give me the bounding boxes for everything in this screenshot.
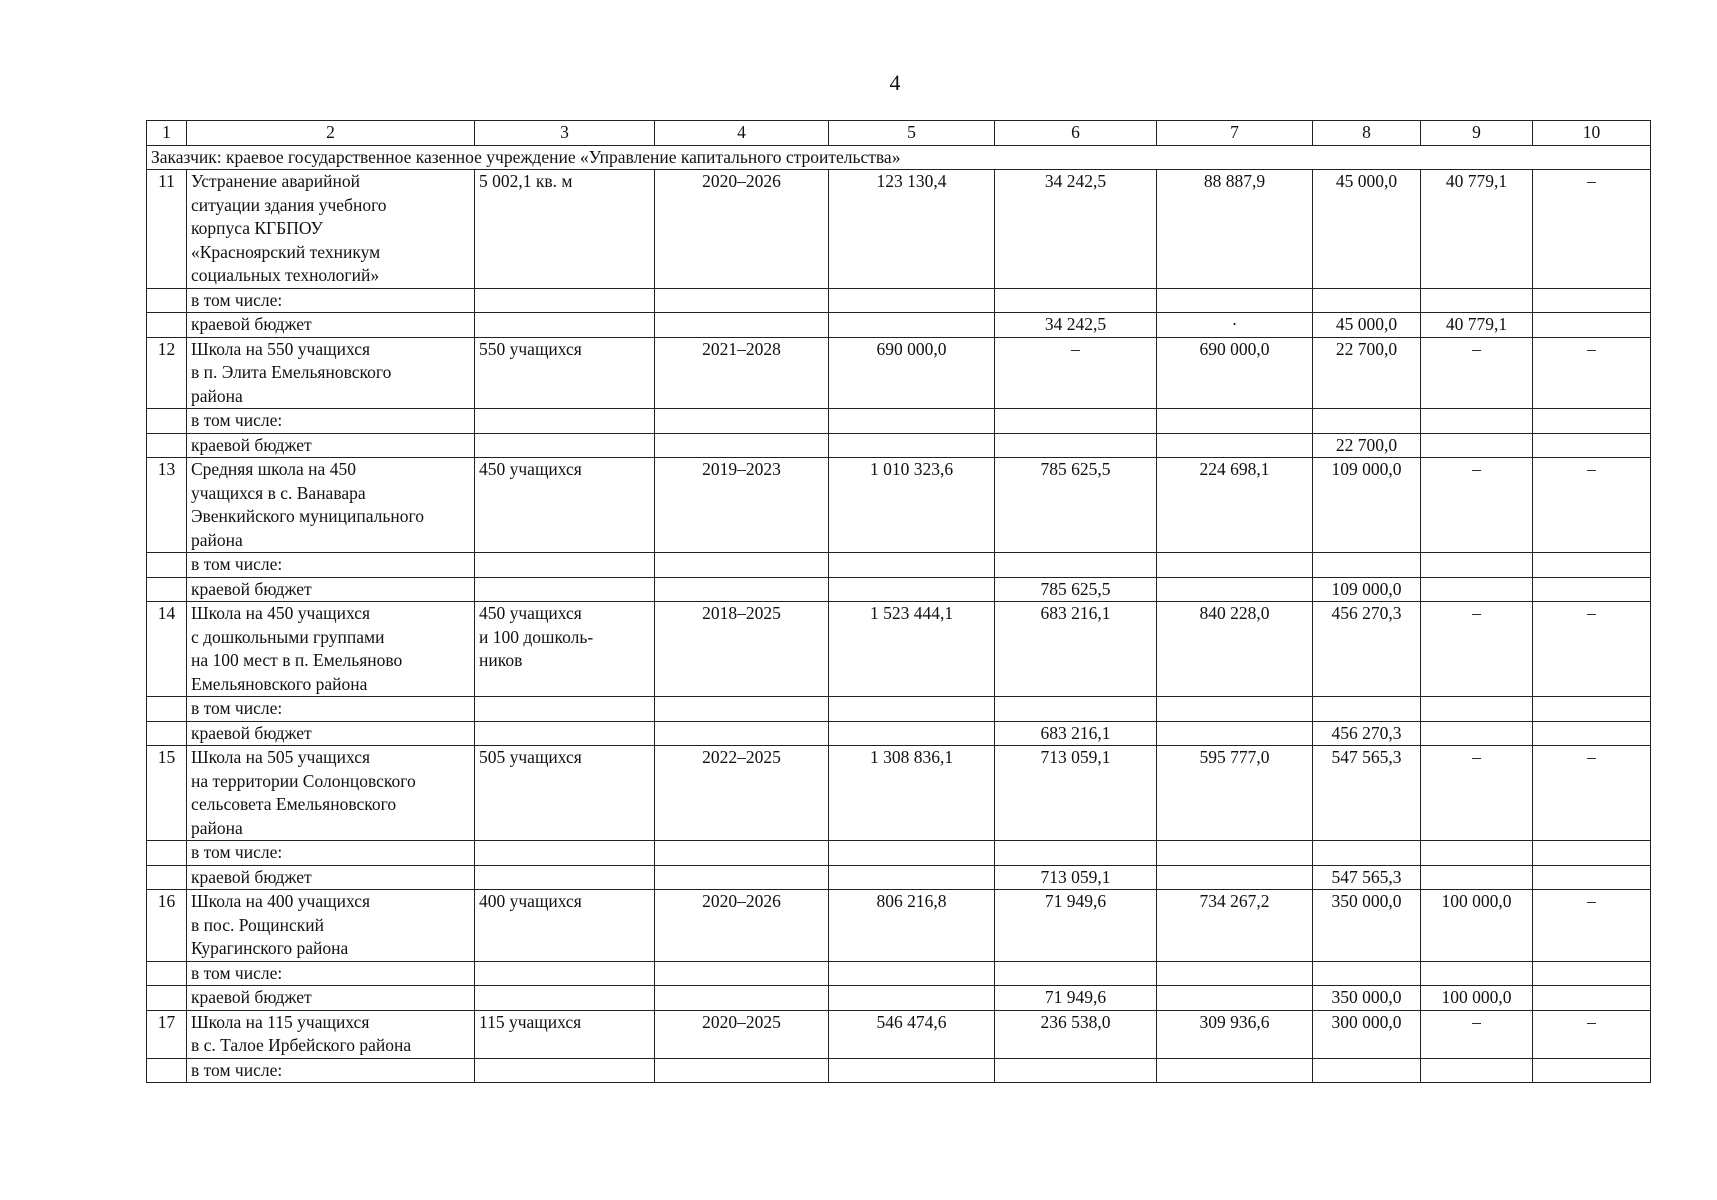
- customer-row: [147, 145, 1651, 170]
- text-line: района: [191, 385, 243, 406]
- text-line: района: [191, 817, 243, 838]
- including-label: в том числе:: [187, 841, 475, 866]
- budget-col-7: ·: [1157, 313, 1313, 338]
- value-col-9: –: [1421, 602, 1533, 697]
- value-col-7: 734 267,2: [1157, 890, 1313, 962]
- estimated-cost: 546 474,6: [829, 1010, 995, 1058]
- empty-cell: [147, 865, 187, 890]
- budget-col-8: 547 565,3: [1313, 865, 1421, 890]
- value-col-8: 456 270,3: [1313, 602, 1421, 697]
- text-line: ситуации здания учебного: [191, 194, 387, 215]
- empty-cell: [475, 865, 655, 890]
- text-line: на 100 мест в п. Емельяново: [191, 650, 403, 670]
- empty-cell: [147, 961, 187, 986]
- regional-budget-label: краевой бюджет: [187, 313, 475, 338]
- empty-cell: [829, 313, 995, 338]
- regional-budget-label: краевой бюджет: [187, 986, 475, 1011]
- budget-col-6: 785 625,5: [995, 577, 1157, 602]
- value-col-6: 713 059,1: [995, 746, 1157, 841]
- budget-col-6: [995, 433, 1157, 458]
- empty-cell: [147, 313, 187, 338]
- empty-cell: [147, 721, 187, 746]
- empty-cell: [147, 986, 187, 1011]
- empty-cell: [1157, 553, 1313, 578]
- empty-cell: [1421, 288, 1533, 313]
- text-line: в п. Элита Емельяновского: [191, 362, 392, 382]
- header-cell: 10: [1533, 121, 1651, 146]
- empty-cell: [147, 697, 187, 722]
- object-row: [147, 458, 1651, 553]
- row-number: 13: [147, 458, 187, 553]
- value-col-6: 71 949,6: [995, 890, 1157, 962]
- empty-cell: [1533, 697, 1651, 722]
- budget-col-6: 683 216,1: [995, 721, 1157, 746]
- including-row: [147, 697, 1651, 722]
- text-line: в пос. Рощинский: [191, 914, 324, 935]
- empty-cell: [1421, 1058, 1533, 1083]
- empty-cell: [829, 986, 995, 1011]
- empty-cell: [829, 721, 995, 746]
- empty-cell: [475, 288, 655, 313]
- object-name: [187, 170, 475, 289]
- empty-cell: [475, 553, 655, 578]
- construction-period: 2021–2028: [655, 337, 829, 409]
- empty-cell: [1313, 841, 1421, 866]
- object-name: [187, 746, 475, 841]
- empty-cell: [995, 288, 1157, 313]
- empty-cell: [1533, 409, 1651, 434]
- budget-col-9: [1421, 577, 1533, 602]
- empty-cell: [147, 577, 187, 602]
- text-line: на территории Солонцовского: [191, 770, 416, 791]
- value-col-8: 45 000,0: [1313, 170, 1421, 289]
- text-line: Школа на 115 учащихся: [191, 1011, 370, 1032]
- customer-line: Заказчик: краевое государственное казенное учреждение «Управление капитального строительства»: [147, 145, 1651, 170]
- value-col-10: –: [1533, 170, 1651, 289]
- empty-cell: [475, 697, 655, 722]
- header-cell: 4: [655, 121, 829, 146]
- text-line: Школа на 550 учащихся: [191, 338, 371, 359]
- text-line: с дошкольными группами: [191, 626, 385, 647]
- construction-period: 2022–2025: [655, 746, 829, 841]
- construction-period: 2020–2026: [655, 170, 829, 289]
- object-row: [147, 890, 1651, 962]
- budget-col-9: [1421, 865, 1533, 890]
- empty-cell: [655, 553, 829, 578]
- empty-cell: [829, 841, 995, 866]
- including-row: [147, 288, 1651, 313]
- including-row: [147, 1058, 1651, 1083]
- budget-col-9: [1421, 433, 1533, 458]
- budget-col-8: 456 270,3: [1313, 721, 1421, 746]
- empty-cell: [655, 577, 829, 602]
- object-row: [147, 602, 1651, 697]
- construction-period: 2019–2023: [655, 458, 829, 553]
- text-line: Емельяновского района: [191, 673, 368, 694]
- empty-cell: [1533, 841, 1651, 866]
- empty-cell: [655, 409, 829, 434]
- value-col-10: –: [1533, 337, 1651, 409]
- text-line: 450 учащихся: [479, 459, 582, 479]
- including-row: [147, 553, 1651, 578]
- empty-cell: [1157, 961, 1313, 986]
- empty-cell: [1533, 865, 1651, 890]
- empty-cell: [995, 697, 1157, 722]
- including-row: [147, 961, 1651, 986]
- value-col-8: 300 000,0: [1313, 1010, 1421, 1058]
- value-col-10: –: [1533, 746, 1651, 841]
- empty-cell: [655, 865, 829, 890]
- including-row: [147, 409, 1651, 434]
- including-row: [147, 841, 1651, 866]
- empty-cell: [475, 986, 655, 1011]
- text-line: 400 учащихся: [479, 891, 582, 911]
- including-label: в том числе:: [187, 288, 475, 313]
- text-line: 5 002,1 кв. м: [479, 171, 573, 191]
- value-col-7: 224 698,1: [1157, 458, 1313, 553]
- empty-cell: [655, 986, 829, 1011]
- value-col-9: –: [1421, 746, 1533, 841]
- object-row: [147, 170, 1651, 289]
- value-col-7: 690 000,0: [1157, 337, 1313, 409]
- regional-budget-row: [147, 986, 1651, 1011]
- construction-period: 2020–2026: [655, 890, 829, 962]
- empty-cell: [829, 697, 995, 722]
- budget-col-6: 71 949,6: [995, 986, 1157, 1011]
- object-row: [147, 337, 1651, 409]
- budget-col-8: 45 000,0: [1313, 313, 1421, 338]
- empty-cell: [475, 577, 655, 602]
- text-line: Курагинского района: [191, 938, 349, 958]
- object-capacity: [475, 458, 655, 553]
- text-line: Школа на 505 учащихся: [191, 747, 371, 767]
- row-number: 14: [147, 602, 187, 697]
- row-number: 11: [147, 170, 187, 289]
- value-col-6: 785 625,5: [995, 458, 1157, 553]
- value-col-7: 595 777,0: [1157, 746, 1313, 841]
- object-capacity: [475, 1010, 655, 1058]
- value-col-9: –: [1421, 458, 1533, 553]
- value-col-7: 88 887,9: [1157, 170, 1313, 289]
- empty-cell: [1533, 433, 1651, 458]
- estimated-cost: 806 216,8: [829, 890, 995, 962]
- regional-budget-row: [147, 433, 1651, 458]
- value-col-9: –: [1421, 1010, 1533, 1058]
- object-row: [147, 1010, 1651, 1058]
- empty-cell: [655, 697, 829, 722]
- regional-budget-label: краевой бюджет: [187, 865, 475, 890]
- row-number: 12: [147, 337, 187, 409]
- empty-cell: [655, 961, 829, 986]
- object-capacity: [475, 602, 655, 697]
- construction-period: 2020–2025: [655, 1010, 829, 1058]
- header-cell: 1: [147, 121, 187, 146]
- budget-col-7: [1157, 577, 1313, 602]
- empty-cell: [995, 409, 1157, 434]
- object-name: [187, 602, 475, 697]
- text-line: в с. Талое Ирбейского района: [191, 1035, 412, 1055]
- empty-cell: [147, 841, 187, 866]
- text-line: 505 учащихся: [479, 747, 582, 767]
- text-line: ников: [479, 650, 523, 670]
- header-cell: 6: [995, 121, 1157, 146]
- budget-col-7: [1157, 433, 1313, 458]
- column-number-row: [147, 121, 1651, 146]
- object-name: [187, 458, 475, 553]
- value-col-6: 683 216,1: [995, 602, 1157, 697]
- budget-col-9: [1421, 721, 1533, 746]
- value-col-6: 236 538,0: [995, 1010, 1157, 1058]
- header-cell: 2: [187, 121, 475, 146]
- text-line: корпуса КГБПОУ: [191, 218, 323, 238]
- header-cell: 5: [829, 121, 995, 146]
- empty-cell: [1313, 697, 1421, 722]
- empty-cell: [1533, 721, 1651, 746]
- object-capacity: [475, 170, 655, 289]
- estimated-cost: 123 130,4: [829, 170, 995, 289]
- empty-cell: [1313, 288, 1421, 313]
- empty-cell: [147, 288, 187, 313]
- row-number: 16: [147, 890, 187, 962]
- value-col-9: 100 000,0: [1421, 890, 1533, 962]
- estimated-cost: 690 000,0: [829, 337, 995, 409]
- empty-cell: [1157, 697, 1313, 722]
- empty-cell: [147, 433, 187, 458]
- including-label: в том числе:: [187, 553, 475, 578]
- empty-cell: [1421, 961, 1533, 986]
- empty-cell: [475, 961, 655, 986]
- empty-cell: [1533, 1058, 1651, 1083]
- empty-cell: [1157, 409, 1313, 434]
- empty-cell: [1157, 1058, 1313, 1083]
- empty-cell: [475, 313, 655, 338]
- regional-budget-label: краевой бюджет: [187, 721, 475, 746]
- value-col-10: –: [1533, 458, 1651, 553]
- empty-cell: [995, 553, 1157, 578]
- text-line: учащихся в с. Ванавара: [191, 482, 366, 503]
- empty-cell: [655, 288, 829, 313]
- value-col-7: 840 228,0: [1157, 602, 1313, 697]
- value-col-8: 22 700,0: [1313, 337, 1421, 409]
- budget-col-8: 109 000,0: [1313, 577, 1421, 602]
- empty-cell: [475, 1058, 655, 1083]
- text-line: Школа на 450 учащихся: [191, 603, 371, 623]
- value-col-6: 34 242,5: [995, 170, 1157, 289]
- header-cell: 8: [1313, 121, 1421, 146]
- object-name: [187, 890, 475, 962]
- empty-cell: [1533, 961, 1651, 986]
- regional-budget-row: [147, 721, 1651, 746]
- empty-cell: [995, 1058, 1157, 1083]
- empty-cell: [1533, 553, 1651, 578]
- regional-budget-label: краевой бюджет: [187, 577, 475, 602]
- text-line: и 100 дошколь-: [479, 626, 594, 647]
- regional-budget-label: краевой бюджет: [187, 433, 475, 458]
- text-line: Школа на 400 учащихся: [191, 891, 371, 911]
- value-col-8: 109 000,0: [1313, 458, 1421, 553]
- empty-cell: [1313, 1058, 1421, 1083]
- empty-cell: [829, 577, 995, 602]
- text-line: социальных технологий»: [191, 265, 380, 285]
- empty-cell: [829, 553, 995, 578]
- empty-cell: [829, 433, 995, 458]
- empty-cell: [655, 1058, 829, 1083]
- empty-cell: [1313, 961, 1421, 986]
- value-col-8: 350 000,0: [1313, 890, 1421, 962]
- object-name: [187, 337, 475, 409]
- value-col-10: –: [1533, 890, 1651, 962]
- object-name: [187, 1010, 475, 1058]
- empty-cell: [829, 409, 995, 434]
- construction-period: 2018–2025: [655, 602, 829, 697]
- budget-col-8: 22 700,0: [1313, 433, 1421, 458]
- value-col-9: –: [1421, 337, 1533, 409]
- empty-cell: [147, 1058, 187, 1083]
- budget-col-6: 713 059,1: [995, 865, 1157, 890]
- row-number: 17: [147, 1010, 187, 1058]
- object-capacity: [475, 337, 655, 409]
- text-line: Устранение аварийной: [191, 171, 360, 191]
- regional-budget-row: [147, 313, 1651, 338]
- budget-col-9: 40 779,1: [1421, 313, 1533, 338]
- budget-col-8: 350 000,0: [1313, 986, 1421, 1011]
- value-col-6: –: [995, 337, 1157, 409]
- empty-cell: [1421, 409, 1533, 434]
- empty-cell: [829, 961, 995, 986]
- empty-cell: [829, 1058, 995, 1083]
- text-line: «Красноярский техникум: [191, 241, 381, 262]
- including-label: в том числе:: [187, 1058, 475, 1083]
- text-line: 450 учащихся: [479, 603, 582, 623]
- budget-col-9: 100 000,0: [1421, 986, 1533, 1011]
- empty-cell: [147, 409, 187, 434]
- construction-objects-table: [146, 120, 1651, 1083]
- budget-col-7: [1157, 721, 1313, 746]
- empty-cell: [995, 961, 1157, 986]
- empty-cell: [147, 553, 187, 578]
- budget-col-7: [1157, 865, 1313, 890]
- including-label: в том числе:: [187, 697, 475, 722]
- empty-cell: [655, 721, 829, 746]
- empty-cell: [829, 865, 995, 890]
- table-body: [147, 121, 1651, 1083]
- object-capacity: [475, 746, 655, 841]
- estimated-cost: 1 308 836,1: [829, 746, 995, 841]
- regional-budget-row: [147, 577, 1651, 602]
- empty-cell: [1533, 986, 1651, 1011]
- value-col-10: –: [1533, 602, 1651, 697]
- including-label: в том числе:: [187, 409, 475, 434]
- text-line: 550 учащихся: [479, 338, 582, 359]
- empty-cell: [475, 433, 655, 458]
- header-cell: 3: [475, 121, 655, 146]
- empty-cell: [995, 841, 1157, 866]
- object-capacity: [475, 890, 655, 962]
- regional-budget-row: [147, 865, 1651, 890]
- text-line: Средняя школа на 450: [191, 459, 356, 479]
- estimated-cost: 1 523 444,1: [829, 602, 995, 697]
- page-number: 4: [889, 70, 901, 95]
- empty-cell: [1313, 553, 1421, 578]
- empty-cell: [1533, 288, 1651, 313]
- empty-cell: [1533, 577, 1651, 602]
- budget-col-7: [1157, 986, 1313, 1011]
- value-col-10: –: [1533, 1010, 1651, 1058]
- empty-cell: [475, 721, 655, 746]
- estimated-cost: 1 010 323,6: [829, 458, 995, 553]
- empty-cell: [475, 841, 655, 866]
- empty-cell: [1313, 409, 1421, 434]
- header-cell: 7: [1157, 121, 1313, 146]
- empty-cell: [1157, 288, 1313, 313]
- empty-cell: [1533, 313, 1651, 338]
- text-line: района: [191, 529, 243, 550]
- empty-cell: [655, 313, 829, 338]
- including-label: в том числе:: [187, 961, 475, 986]
- header-cell: 9: [1421, 121, 1533, 146]
- empty-cell: [655, 841, 829, 866]
- object-row: [147, 746, 1651, 841]
- value-col-9: 40 779,1: [1421, 170, 1533, 289]
- empty-cell: [1421, 697, 1533, 722]
- empty-cell: [829, 288, 995, 313]
- text-line: 115 учащихся: [479, 1011, 582, 1032]
- empty-cell: [1157, 841, 1313, 866]
- budget-col-6: 34 242,5: [995, 313, 1157, 338]
- empty-cell: [475, 409, 655, 434]
- empty-cell: [1421, 553, 1533, 578]
- value-col-8: 547 565,3: [1313, 746, 1421, 841]
- text-line: сельсовета Емельяновского: [191, 794, 397, 814]
- text-line: Эвенкийского муниципального: [191, 506, 424, 526]
- empty-cell: [1421, 841, 1533, 866]
- value-col-7: 309 936,6: [1157, 1010, 1313, 1058]
- row-number: 15: [147, 746, 187, 841]
- empty-cell: [655, 433, 829, 458]
